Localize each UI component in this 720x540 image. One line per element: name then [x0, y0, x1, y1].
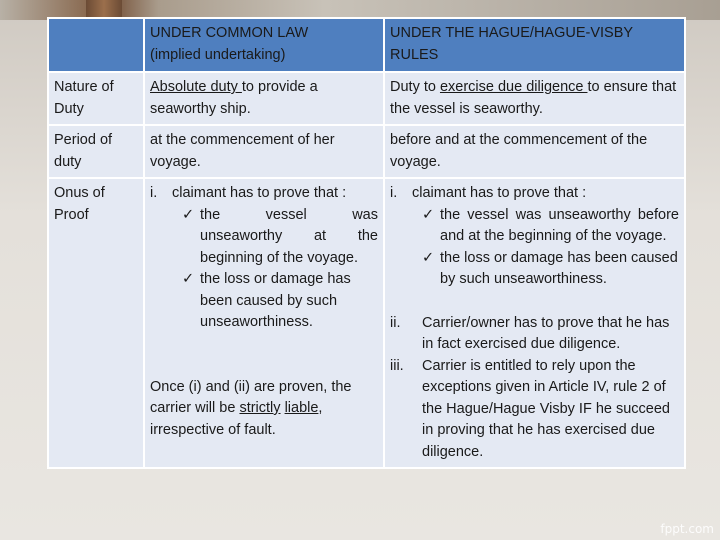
onus-hv-check-1: [390, 205, 679, 248]
onus-hv-item-ii: [390, 313, 679, 356]
cell-onus-hague-visby: [384, 178, 685, 468]
row-label-onus: Onus of Proof: [48, 178, 144, 468]
onus-cl-i-text: claimant has to prove that :: [172, 185, 347, 201]
table-row-period: [48, 125, 685, 178]
check-icon: ✓: [182, 271, 195, 287]
onus-hv-iii-num: iii.: [390, 357, 404, 374]
header-common-law: [144, 18, 384, 72]
onus-cl-once-pre: Once (i) and (ii) are proven, the carrier will be: [150, 378, 352, 416]
nature-cl-rest: to provide a seaworthy ship.: [150, 79, 318, 117]
onus-cl-i-num: i.: [150, 185, 158, 201]
onus-cl-check1-text: the vessel was unseaworthy at the beginning of the voyage.: [200, 206, 378, 266]
comparison-table: [47, 17, 686, 469]
spacer: [390, 291, 679, 313]
onus-cl-once-liable: liable: [284, 400, 319, 416]
header-common-law-subtitle: (implied undertaking): [150, 46, 286, 63]
onus-hv-check2-text: the loss or damage has been caused by such unseaworthiness.: [440, 249, 678, 287]
table-row-onus: [48, 178, 685, 468]
header-corner-cell: [48, 18, 144, 72]
onus-cl-once: [150, 377, 378, 442]
onus-cl-check2-text: the loss or damage has been caused by such unseaworthiness.: [200, 271, 351, 330]
check-icon: ✓: [182, 206, 195, 223]
nature-cl-underlined: Absolute duty: [150, 79, 242, 95]
row-label-nature: Nature of Duty: [48, 72, 144, 125]
table-row-nature: [48, 72, 685, 125]
check-icon: ✓: [422, 249, 435, 266]
cell-period-hague-visby: before and at the commencement of the voyage.: [384, 125, 685, 178]
onus-hv-item-iii: [390, 356, 679, 464]
onus-cl-once-strictly: strictly: [239, 400, 281, 416]
onus-cl-check-2: [150, 269, 378, 334]
spacer: [150, 334, 378, 377]
row-label-period: Period of duty: [48, 125, 144, 178]
onus-cl-check-1: [150, 205, 378, 270]
onus-hv-ii-text: Carrier/owner has to prove that he has in fact exercised due diligence.: [422, 314, 670, 352]
nature-hv-underlined: exercise due diligence: [439, 79, 588, 95]
header-row: [48, 18, 685, 72]
nature-hv-pre: Duty to: [390, 79, 440, 95]
onus-hv-i-num: i.: [390, 185, 398, 201]
onus-hv-check-2: [390, 248, 679, 291]
header-hague-visby-title: UNDER THE HAGUE/HAGUE-VISBY: [390, 25, 634, 41]
header-hague-visby-subtitle: RULES: [390, 46, 439, 63]
header-common-law-title: UNDER COMMON LAW: [150, 25, 309, 41]
cell-period-common-law: at the commencement of her voyage.: [144, 125, 384, 178]
onus-cl-item-i: [150, 183, 378, 205]
nature-hv-rest: to ensure that the vessel is seaworthy.: [390, 79, 677, 117]
onus-hv-check1-text: the vessel was unseaworthy before and at the beginning of the voyage.: [440, 206, 679, 244]
onus-hv-i-text: claimant has to prove that :: [412, 185, 587, 201]
watermark: fppt.com: [660, 522, 714, 536]
cell-nature-common-law: [144, 72, 384, 125]
header-hague-visby: [384, 18, 685, 72]
cell-nature-hague-visby: [384, 72, 685, 125]
onus-cl-once-post: , irrespective of fault.: [150, 400, 323, 438]
onus-hv-item-i: [390, 183, 679, 205]
check-icon: ✓: [422, 206, 435, 223]
onus-hv-iii-text: Carrier is entitled to rely upon the exceptions given in Article IV, rule 2 of the Hague/Hague Visby IF he succeed in proving that he has exercised due diligence.: [422, 357, 671, 460]
onus-hv-ii-num: ii.: [390, 314, 401, 331]
cell-onus-common-law: [144, 178, 384, 468]
